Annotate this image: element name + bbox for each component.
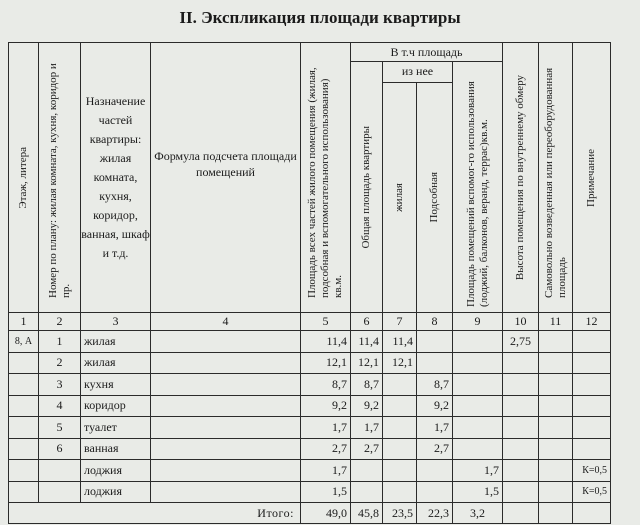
column-number: 7 xyxy=(383,313,417,331)
purpose-cell: кухня xyxy=(81,374,151,396)
formula-cell xyxy=(151,331,301,353)
height-cell xyxy=(503,374,539,396)
note-cell: К=0,5 xyxy=(573,481,611,503)
formula-cell xyxy=(151,460,301,482)
document-title: II. Экспликация площади квартиры xyxy=(179,8,461,27)
floor-cell xyxy=(9,417,39,439)
living-area-cell xyxy=(383,395,417,417)
aux-area-cell xyxy=(453,438,503,460)
column-number: 2 xyxy=(39,313,81,331)
height-cell xyxy=(503,460,539,482)
totals-living-area: 23,5 xyxy=(383,503,417,524)
column-number: 9 xyxy=(453,313,503,331)
utility-area-cell xyxy=(417,352,453,374)
height-cell xyxy=(503,417,539,439)
room-number-cell: 3 xyxy=(39,374,81,396)
purpose-cell: жилая xyxy=(81,352,151,374)
room-number-cell xyxy=(39,460,81,482)
general-area-cell: 11,4 xyxy=(351,331,383,353)
header-unauthorized: Самовольно возведенная или переоборудованная площадь xyxy=(539,43,573,313)
column-number: 12 xyxy=(573,313,611,331)
header-purpose: Назначение частей квартиры: жилая комната, кухня, коридор, ванная, шкаф и т.д. xyxy=(81,43,151,313)
header-row-1 xyxy=(9,43,611,62)
note-cell xyxy=(573,417,611,439)
table-row xyxy=(9,460,611,482)
column-number: 8 xyxy=(417,313,453,331)
height-cell xyxy=(503,352,539,374)
column-number: 3 xyxy=(81,313,151,331)
purpose-cell: жилая xyxy=(81,331,151,353)
general-area-cell: 9,2 xyxy=(351,395,383,417)
room-number-cell: 5 xyxy=(39,417,81,439)
note-cell xyxy=(573,395,611,417)
aux-area-cell xyxy=(453,331,503,353)
floor-cell xyxy=(9,438,39,460)
total-area-cell: 11,4 xyxy=(301,331,351,353)
note-cell xyxy=(573,374,611,396)
room-number-cell: 2 xyxy=(39,352,81,374)
header-utility: Подсобная xyxy=(417,82,453,312)
general-area-cell: 2,7 xyxy=(351,438,383,460)
column-number: 1 xyxy=(9,313,39,331)
general-area-cell: 12,1 xyxy=(351,352,383,374)
unauthorized-cell xyxy=(539,352,573,374)
header-general-area: Общая площадь квартиры xyxy=(351,62,383,313)
aux-area-cell: 1,5 xyxy=(453,481,503,503)
living-area-cell xyxy=(383,374,417,396)
living-area-cell: 11,4 xyxy=(383,331,417,353)
header-room-number: Номер по плану: жилая комната, кухня, коридор и пр. xyxy=(39,43,81,313)
column-number: 4 xyxy=(151,313,301,331)
general-area-cell: 1,7 xyxy=(351,417,383,439)
table-row xyxy=(9,374,611,396)
header-floor: Этаж, литера xyxy=(9,43,39,313)
column-number: 10 xyxy=(503,313,539,331)
unauthorized-cell xyxy=(539,481,573,503)
room-number-cell: 6 xyxy=(39,438,81,460)
totals-general-area: 45,8 xyxy=(351,503,383,524)
living-area-cell xyxy=(383,481,417,503)
table-row xyxy=(9,331,611,353)
explication-table xyxy=(8,42,611,524)
column-number: 5 xyxy=(301,313,351,331)
height-cell xyxy=(503,481,539,503)
column-number: 6 xyxy=(351,313,383,331)
table-row xyxy=(9,352,611,374)
header-note: Примечание xyxy=(573,43,611,313)
table-row xyxy=(9,481,611,503)
room-number-cell xyxy=(39,481,81,503)
floor-cell xyxy=(9,481,39,503)
header-formula: Формула подсчета площади помещений xyxy=(151,43,301,313)
header-including: В т.ч площадь xyxy=(351,43,503,62)
total-area-cell: 1,5 xyxy=(301,481,351,503)
general-area-cell: 8,7 xyxy=(351,374,383,396)
formula-cell xyxy=(151,481,301,503)
note-cell xyxy=(573,331,611,353)
header-height: Высота помещения по внутреннему обмеру xyxy=(503,43,539,313)
utility-area-cell xyxy=(417,331,453,353)
utility-area-cell xyxy=(417,460,453,482)
table-row xyxy=(9,438,611,460)
unauthorized-cell xyxy=(539,438,573,460)
formula-cell xyxy=(151,417,301,439)
aux-area-cell xyxy=(453,374,503,396)
header-aux-area: Площадь помещений вспомог-го использования (лоджий, балконов, веранд, террас)кв.м. xyxy=(453,62,503,313)
totals-empty-cell xyxy=(539,503,573,524)
totals-empty-cell xyxy=(503,503,539,524)
aux-area-cell xyxy=(453,395,503,417)
formula-cell xyxy=(151,352,301,374)
note-cell: К=0,5 xyxy=(573,460,611,482)
table-row xyxy=(9,417,611,439)
unauthorized-cell xyxy=(539,331,573,353)
room-number-cell: 4 xyxy=(39,395,81,417)
living-area-cell xyxy=(383,460,417,482)
column-number: 11 xyxy=(539,313,573,331)
total-area-cell: 1,7 xyxy=(301,417,351,439)
floor-cell xyxy=(9,374,39,396)
purpose-cell: туалет xyxy=(81,417,151,439)
unauthorized-cell xyxy=(539,460,573,482)
height-cell: 2,75 xyxy=(503,331,539,353)
living-area-cell: 12,1 xyxy=(383,352,417,374)
note-cell xyxy=(573,438,611,460)
total-area-cell: 9,2 xyxy=(301,395,351,417)
utility-area-cell: 9,2 xyxy=(417,395,453,417)
header-total-area: Площадь всех частей жилого помещения (жилая, подсобная и вспомогательного использования) кв.м. xyxy=(301,43,351,313)
general-area-cell xyxy=(351,460,383,482)
purpose-cell: лоджия xyxy=(81,481,151,503)
note-cell xyxy=(573,352,611,374)
room-number-cell: 1 xyxy=(39,331,81,353)
totals-aux-area: 3,2 xyxy=(453,503,503,524)
formula-cell xyxy=(151,374,301,396)
floor-cell xyxy=(9,460,39,482)
formula-cell xyxy=(151,438,301,460)
totals-empty-cell xyxy=(573,503,611,524)
aux-area-cell xyxy=(453,417,503,439)
column-number-row xyxy=(9,313,611,331)
totals-row xyxy=(9,503,611,524)
unauthorized-cell xyxy=(539,417,573,439)
total-area-cell: 8,7 xyxy=(301,374,351,396)
floor-cell: 8, А xyxy=(9,331,39,353)
living-area-cell xyxy=(383,417,417,439)
formula-cell xyxy=(151,395,301,417)
general-area-cell xyxy=(351,481,383,503)
utility-area-cell: 1,7 xyxy=(417,417,453,439)
aux-area-cell: 1,7 xyxy=(453,460,503,482)
purpose-cell: коридор xyxy=(81,395,151,417)
utility-area-cell: 8,7 xyxy=(417,374,453,396)
totals-utility-area: 22,3 xyxy=(417,503,453,524)
height-cell xyxy=(503,438,539,460)
header-living: жилая xyxy=(383,82,417,312)
total-area-cell: 12,1 xyxy=(301,352,351,374)
utility-area-cell: 2,7 xyxy=(417,438,453,460)
living-area-cell xyxy=(383,438,417,460)
total-area-cell: 1,7 xyxy=(301,460,351,482)
total-area-cell: 2,7 xyxy=(301,438,351,460)
purpose-cell: ванная xyxy=(81,438,151,460)
unauthorized-cell xyxy=(539,374,573,396)
table-row xyxy=(9,395,611,417)
unauthorized-cell xyxy=(539,395,573,417)
utility-area-cell xyxy=(417,481,453,503)
height-cell xyxy=(503,395,539,417)
floor-cell xyxy=(9,395,39,417)
totals-label: Итого: xyxy=(9,503,301,524)
aux-area-cell xyxy=(453,352,503,374)
floor-cell xyxy=(9,352,39,374)
purpose-cell: лоджия xyxy=(81,460,151,482)
header-of-which: из нее xyxy=(383,62,453,83)
totals-total-area: 49,0 xyxy=(301,503,351,524)
